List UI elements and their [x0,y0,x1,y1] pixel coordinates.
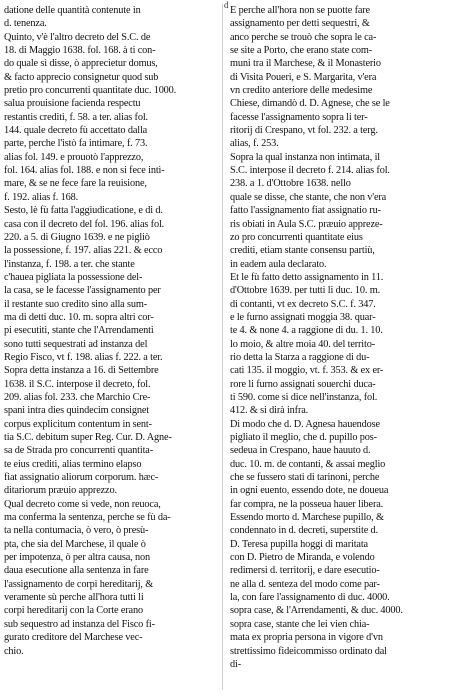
text-line: lo moio, & altre moia 40. del territo- [230,338,375,350]
text-line: parte, perche l'istò fa intimare, f. 73. [4,138,148,150]
text-line: 209. alias fol. 233. che Marchio Cre- [4,391,151,403]
text-line: quale se disse, che stante, che non v'era [230,191,387,203]
text-line: la, con fare l'assignamento di duc. 4000. [230,592,390,604]
text-line: vn credito anteriore delle medesime [230,85,373,97]
text-line: ta nella contumacia, ò vero, ò presù- [4,525,149,537]
text-line: di- [230,658,241,670]
text-line: S.C. interpose il decreto f. 214. alias fol. [230,165,390,177]
text-line: con D. Pietro de Miranda, e volendo [230,552,375,564]
text-line: fiat assignatio aliorum corporum. hæc- [4,472,159,484]
text-line: anco perche se trouò che sopra le ca- [230,31,377,43]
text-line: Qual decreto come si vede, non reuoca, [4,498,161,510]
text-line: se site a Porto, che erano state com- [230,45,372,57]
text-line: alias fol. 149. e prouotò l'apprezzo, [4,151,144,163]
text-line: Chiese, dimandò d. D. Agnese, che se le [230,98,390,110]
text-line: rore li furno assignati souerchi duca- [230,378,376,390]
text-line: ne alla d. senteza del modo come par- [230,578,380,590]
text-line: d. tenenza. [4,18,47,30]
text-line: salua prouisione facienda respectu [4,98,141,110]
text-line: 144. quale decreto fù accettato dalla [4,125,148,137]
text-line: che se fussero stati di tarinoni, perche [230,472,380,484]
text-line: sopra case, stante che lei vien chia- [230,618,370,630]
text-line: corpus explicitum contentum in sent- [4,418,152,430]
text-line: fol. 164. alias fol. 188. e non si fece intì- [4,165,165,177]
text-line: Et le fù fatto detto assignamento in 11. [230,271,384,283]
text-line: di contanti, vt ex decreto S.C. f. 347. [230,298,376,310]
text-line: sub sequestro ad instanza del Fisco fi- [4,618,155,630]
text-line: pi esecutiti, stante che l'Arrendamenti [4,325,154,337]
text-line: sedeua in Crespano, haue hauuto d. [230,445,371,457]
text-line: & facto apprecio consignetur quod sub [4,71,159,83]
text-line: alias, f. 253. [230,138,279,150]
text-line: 18. di Maggio 1638. fol. 168. à ti con- [4,45,156,57]
text-line: E perche all'hora non se puotte fare [230,5,370,16]
text-line: daua esecutione alla sentenza in fare [4,565,149,577]
signature-mark: d [224,0,229,10]
text-line: la casa, se le facesse l'assignamento per [4,285,161,297]
text-line: gurato creditore del Marchese vec- [4,632,143,644]
text-line: strettissimo fideicommisso ordinato dal [230,645,387,657]
text-line: duc. 10. m. de contanti, & assai meglio [230,458,386,470]
text-line: ma conferma la sentenza, perche se fù da- [4,512,171,524]
text-line: chio. [4,645,24,657]
text-line: 238. a 1. d'Ottobre 1638. nello [230,178,351,190]
text-line: D. Teresa pupilla hoggi di maritata [230,538,368,550]
text-line: pta, che sia del Marchese, il quale ò [4,538,146,550]
text-line: veramente sù perche all'hora tutti li [4,592,144,604]
text-line: per impotenza, ò per altra causa, non [4,552,150,564]
text-line: pretio pro concurrenti quantitate duc. 1000. [4,85,177,97]
text-line: e le furno assignati moggia 38. quar- [230,311,376,323]
text-line: 412. & si dirà infra. [230,405,309,417]
text-line: sa de Strada pro concurrenti quantita- [4,445,153,457]
text-line: facesse l'assignamento sopra li ter- [230,111,368,123]
text-line: cati 135. il moggio, vt. f. 353. & ex er- [230,365,384,377]
text-line: 220. a 5. di Giugno 1639. e ne pigliò [4,231,150,243]
text-line: Sopra detta instanza a 16. di Settembre [4,365,159,377]
text-line: c'hauea pigliata la possessione del- [4,271,143,283]
text-line: d'Ottobre 1639. per tutti li duc. 10. m. [230,285,381,297]
text-line: l'instanza, f. 198. a ter. che stante [4,258,135,270]
text-line: rio detta la Starza a raggione di du- [230,351,370,363]
text-line: fatto l'assignamento fiat assignatio ru- [230,205,381,217]
text-line: corpi hereditarij con la Corte erano [4,605,143,617]
text-line: pigliato il meglio, che d. pupillo pos- [230,432,377,443]
text-line: casa con il decreto del fol. 196. alias fol. [4,218,165,230]
text-line: in eadem aula declarato. [230,258,327,270]
text-line: datione delle quantità contenute in [4,5,141,16]
text-line: condennato in d. decreti, superstite d. [230,525,378,537]
text-line: f. 192. alias f. 168. [4,191,79,203]
text-line: ma di detti duc. 10. m. sopra altri cor- [4,311,154,323]
text-line: spani intra dies quindecim consignet [4,405,150,417]
text-line: restantis crediti, f. 58. a ter. alias fol. [4,111,148,123]
text-line: Quinto, v'è l'altro decreto del S.C. de [4,31,151,43]
text-line: sopra case, & l'Arrendamenti, & duc. 4000. [230,605,403,617]
text-line: 1638. il S.C. interpose il decreto, fol. [4,378,151,390]
text-line: redimersi d. territorij, e dare esecutio- [230,565,380,577]
text-line: la possessione, f. 197. alias 221. & ecco [4,245,163,257]
text-line: te 4. & none 4. a raggione di du. 1. 10. [230,325,383,337]
text-line: ditariorum præuio apprezzo. [4,485,117,497]
text-line: il restante suo credito sino alla sum- [4,298,147,310]
text-line: Di modo che d. D. Agnesa hauendose [230,418,380,430]
text-line: ti 590. come si dice nell'instanza, fol. [230,391,378,403]
text-line: l'assignamento de corpi hereditarij, & [4,578,154,590]
text-line: tia S.C. debitum super Reg. Cur. D. Agne- [4,432,172,443]
text-line: Sesto, lè fù fatta l'aggiudicatione, e di d. [4,205,163,217]
text-line: zo pro concurrenti quantitate eius [230,231,363,243]
text-line: Sopra la qual instanza non intimata, il [230,151,380,163]
text-line: do quale sì disse, ò apprecietur domus, [4,58,158,70]
text-line: muni tra il Marchese, & il Monasterio [230,58,381,70]
text-line: far compra, ne la posseua hauer libera. [230,498,384,510]
text-line: crediti, etiam stante consensu partiù, [230,245,375,257]
column-divider [222,4,223,690]
left-column [4,4,216,658]
text-line: mata ex propria persona in vigore d'vn [230,632,383,644]
right-column [230,4,442,671]
text-line: te eius crediti, alias termino elapso [4,458,142,470]
text-line: in ogni euento, essendo dote, ne doueua [230,485,389,497]
text-line: di Visita Poueri, e S. Margarita, v'era [230,71,377,83]
text-line: assignamento per detti sequestri, & [230,18,370,30]
text-line: Essendo morto d. Marchese pupillo, & [230,512,384,524]
text-line: ris obiati in Aula S.C. præuio appreze- [230,218,383,230]
text-line: ritorij di Crespano, vt fol. 232. a terg. [230,125,378,137]
text-line: sono tutti sequestrati ad instanza del [4,338,148,350]
text-line: mare, & se ne fece fare la reuisione, [4,178,147,190]
text-line: Regio Fisco, vt f. 198. alias f. 222. a ter. [4,351,163,363]
